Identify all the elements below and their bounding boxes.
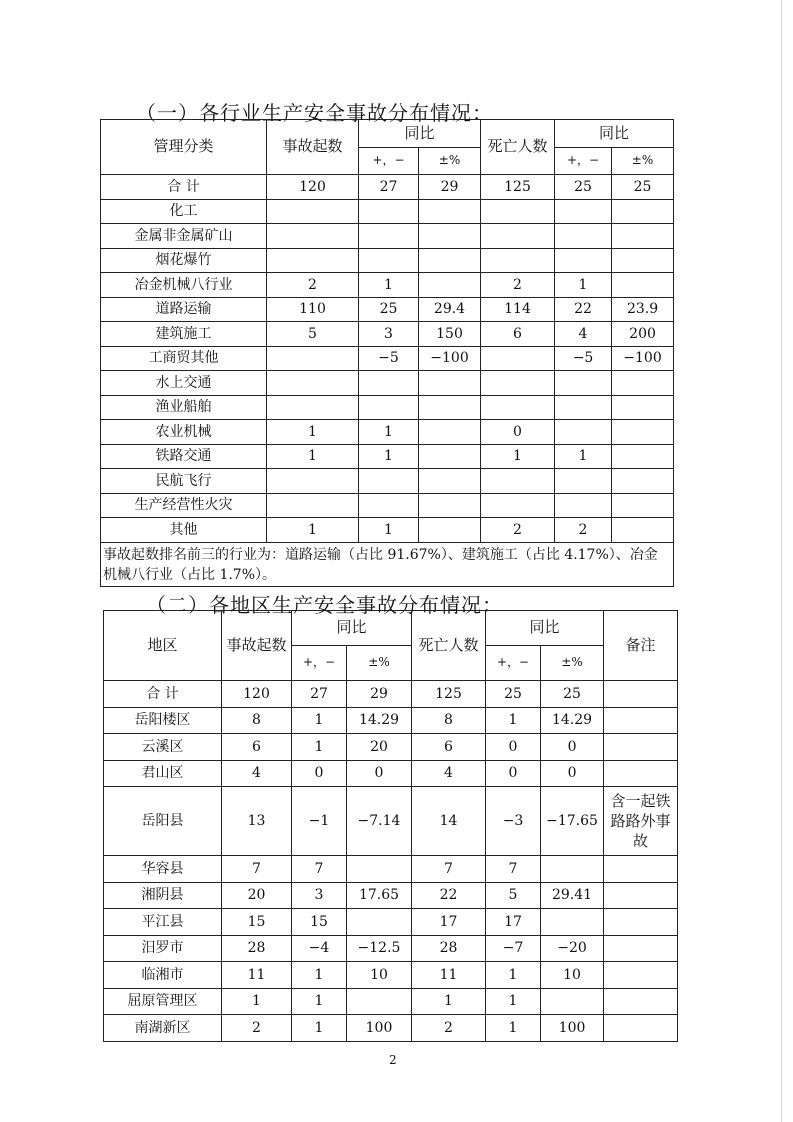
table-row: [104, 787, 678, 856]
table-row: [101, 322, 674, 347]
table-cell: 27: [292, 681, 347, 708]
row-label: 岳阳楼区: [104, 707, 222, 734]
table-cell: 29.4: [419, 297, 481, 322]
table-cell: [419, 395, 481, 420]
table-cell: 23.9: [612, 297, 674, 322]
industry-summary-note: 事故起数排名前三的行业为：道路运输（占比 91.67%）、建筑施工（占比 4.17%）、冶金机械八行业（占比 1.7%）。: [101, 542, 674, 586]
table-cell: 0: [292, 760, 347, 787]
table-cell: 28: [412, 935, 486, 962]
table-cell: [612, 224, 674, 249]
header-remark: 备注: [604, 611, 678, 681]
table-cell: [419, 518, 481, 543]
table-cell: [267, 395, 359, 420]
table-cell: [555, 395, 612, 420]
table-cell: 1: [267, 518, 359, 543]
table-cell: [555, 199, 612, 224]
table-cell: 10: [541, 962, 604, 989]
header-pct: ±%: [347, 646, 412, 681]
table-cell: [541, 856, 604, 883]
page-edge-line: [781, 0, 782, 1122]
table-cell: [555, 224, 612, 249]
row-label: 岳阳县: [104, 787, 222, 856]
table-cell: [359, 469, 419, 494]
table-cell: 100: [541, 1015, 604, 1042]
table-cell: −12.5: [347, 935, 412, 962]
table-cell: [419, 444, 481, 469]
table-cell: 1: [486, 988, 541, 1015]
remark-cell: [604, 935, 678, 962]
row-label: 金属非金属矿山: [101, 224, 267, 249]
industry-accident-table: [100, 119, 674, 587]
table-row: [104, 909, 678, 936]
table-cell: 1: [292, 734, 347, 761]
table-cell: 0: [481, 420, 555, 445]
row-label: 云溪区: [104, 734, 222, 761]
table-cell: −4: [292, 935, 347, 962]
row-label: 屈原管理区: [104, 988, 222, 1015]
table-cell: 4: [555, 322, 612, 347]
table-cell: 11: [412, 962, 486, 989]
table-cell: 7: [222, 856, 292, 883]
row-label: 民航飞行: [101, 469, 267, 494]
header-plusminus: +，−: [292, 646, 347, 681]
row-label: 化工: [101, 199, 267, 224]
table-cell: 1: [486, 707, 541, 734]
table-cell: 5: [486, 882, 541, 909]
table-cell: [555, 248, 612, 273]
table-cell: 25: [612, 175, 674, 200]
section2-title: （二）各地区生产安全事故分布情况：: [146, 593, 503, 617]
remark-cell: [604, 681, 678, 708]
table-cell: [419, 493, 481, 518]
table-row: [101, 346, 674, 371]
table-cell: 120: [267, 175, 359, 200]
header-accidents: 事故起数: [222, 611, 292, 681]
table-cell: [481, 371, 555, 396]
table-cell: 29: [347, 681, 412, 708]
table-cell: −5: [359, 346, 419, 371]
table-cell: [612, 248, 674, 273]
remark-cell: [604, 856, 678, 883]
table-cell: −7: [486, 935, 541, 962]
table-cell: 2: [481, 273, 555, 298]
page-number: 2: [389, 1053, 397, 1067]
table-row: [104, 734, 678, 761]
row-label: 汨罗市: [104, 935, 222, 962]
remark-cell: [604, 1015, 678, 1042]
table-cell: 1: [359, 273, 419, 298]
table-cell: 1: [292, 962, 347, 989]
table-cell: [267, 199, 359, 224]
table-cell: [541, 988, 604, 1015]
table-cell: −100: [612, 346, 674, 371]
table-cell: [419, 469, 481, 494]
table-cell: [267, 469, 359, 494]
table-cell: [359, 493, 419, 518]
table-cell: 1: [481, 444, 555, 469]
table-cell: 15: [222, 909, 292, 936]
row-label: 合 计: [101, 175, 267, 200]
table-cell: [612, 444, 674, 469]
table-row: [101, 518, 674, 543]
table-row: [101, 469, 674, 494]
table-row: [101, 493, 674, 518]
table-cell: 4: [412, 760, 486, 787]
table-cell: [612, 518, 674, 543]
table-cell: 7: [412, 856, 486, 883]
row-label: 铁路交通: [101, 444, 267, 469]
table-cell: 100: [347, 1015, 412, 1042]
table-cell: 125: [481, 175, 555, 200]
table-cell: 17: [486, 909, 541, 936]
table-row: [101, 248, 674, 273]
remark-cell: [604, 909, 678, 936]
table-row: [101, 420, 674, 445]
table-cell: 125: [412, 681, 486, 708]
table-cell: [555, 420, 612, 445]
header-pct-deaths: ±%: [541, 646, 604, 681]
table-cell: [419, 248, 481, 273]
header-plusminus-deaths: +，−: [555, 148, 612, 175]
header-pct: ±%: [419, 148, 481, 175]
row-label: 农业机械: [101, 420, 267, 445]
table-cell: 1: [222, 988, 292, 1015]
table-cell: 25: [359, 297, 419, 322]
table-cell: [555, 371, 612, 396]
table-cell: 2: [412, 1015, 486, 1042]
row-label: 建筑施工: [101, 322, 267, 347]
header-pct-deaths: ±%: [612, 148, 674, 175]
table-cell: 25: [555, 175, 612, 200]
table-cell: −20: [541, 935, 604, 962]
table-cell: [419, 371, 481, 396]
remark-cell: [604, 988, 678, 1015]
row-label: 水上交通: [101, 371, 267, 396]
table-row: [104, 1015, 678, 1042]
table-cell: 1: [267, 444, 359, 469]
table-cell: [347, 856, 412, 883]
table-cell: 6: [222, 734, 292, 761]
table-cell: [481, 395, 555, 420]
row-label: 烟花爆竹: [101, 248, 267, 273]
table-cell: 14: [412, 787, 486, 856]
table-cell: 200: [612, 322, 674, 347]
remark-cell: 含一起铁路路外事故: [604, 787, 678, 856]
table-cell: [612, 469, 674, 494]
table-cell: [267, 224, 359, 249]
table-cell: [359, 199, 419, 224]
table-row: [104, 681, 678, 708]
table-cell: [612, 395, 674, 420]
table-cell: 114: [481, 297, 555, 322]
header-plusminus: +，−: [359, 148, 419, 175]
table-cell: 110: [267, 297, 359, 322]
table-row: [101, 199, 674, 224]
table-cell: [419, 273, 481, 298]
table-cell: [555, 493, 612, 518]
table-cell: −100: [419, 346, 481, 371]
header-region: 地区: [104, 611, 222, 681]
table-cell: 7: [292, 856, 347, 883]
table-cell: 1: [359, 518, 419, 543]
table-row: [104, 935, 678, 962]
table-cell: 29: [419, 175, 481, 200]
table-cell: 0: [541, 734, 604, 761]
table-cell: [267, 248, 359, 273]
row-label: 生产经营性火灾: [101, 493, 267, 518]
table-cell: [267, 346, 359, 371]
table-cell: −7.14: [347, 787, 412, 856]
table-cell: 20: [222, 882, 292, 909]
table-cell: 2: [555, 518, 612, 543]
table-cell: 1: [292, 988, 347, 1015]
table-cell: 25: [486, 681, 541, 708]
table-cell: 7: [486, 856, 541, 883]
table-cell: 25: [541, 681, 604, 708]
remark-cell: [604, 734, 678, 761]
table-cell: [267, 493, 359, 518]
table-row: [101, 395, 674, 420]
header-deaths: 死亡人数: [412, 611, 486, 681]
table-cell: 6: [481, 322, 555, 347]
remark-cell: [604, 962, 678, 989]
section1-title: （一）各行业生产安全事故分布情况：: [136, 101, 493, 125]
table-cell: [267, 371, 359, 396]
table-cell: [481, 248, 555, 273]
header-deaths: 死亡人数: [481, 120, 555, 175]
header-category: 管理分类: [101, 120, 267, 175]
table-cell: [481, 469, 555, 494]
table-cell: [419, 224, 481, 249]
table-cell: [359, 371, 419, 396]
row-label: 平江县: [104, 909, 222, 936]
table-row: [101, 224, 674, 249]
table-cell: 3: [292, 882, 347, 909]
table-cell: 1: [486, 1015, 541, 1042]
row-label: 道路运输: [101, 297, 267, 322]
table-cell: 2: [267, 273, 359, 298]
table-cell: 28: [222, 935, 292, 962]
row-label: 华容县: [104, 856, 222, 883]
table-cell: 2: [222, 1015, 292, 1042]
table-cell: 1: [555, 273, 612, 298]
table-cell: [419, 420, 481, 445]
row-label: 君山区: [104, 760, 222, 787]
row-label: 合 计: [104, 681, 222, 708]
remark-cell: [604, 882, 678, 909]
table-row: [101, 175, 674, 200]
row-label: 其他: [101, 518, 267, 543]
table-row: [101, 297, 674, 322]
table-row: [101, 371, 674, 396]
table-cell: 3: [359, 322, 419, 347]
row-label: 渔业船舶: [101, 395, 267, 420]
table-cell: −5: [555, 346, 612, 371]
table-cell: 0: [486, 760, 541, 787]
region-accident-table: [103, 610, 678, 1042]
header-plusminus-deaths: +，−: [486, 646, 541, 681]
table-cell: 29.41: [541, 882, 604, 909]
row-label: 临湘市: [104, 962, 222, 989]
table-cell: 1: [555, 444, 612, 469]
table-cell: 8: [412, 707, 486, 734]
header-yoy-deaths: 同比: [486, 611, 604, 646]
table-cell: 2: [481, 518, 555, 543]
header-yoy-deaths: 同比: [555, 120, 674, 148]
table-cell: [612, 199, 674, 224]
header-accidents: 事故起数: [267, 120, 359, 175]
table-cell: 120: [222, 681, 292, 708]
table-cell: [612, 371, 674, 396]
table-cell: [481, 224, 555, 249]
table-cell: [555, 469, 612, 494]
table-cell: [612, 273, 674, 298]
table-row: [104, 988, 678, 1015]
row-label: 湘阴县: [104, 882, 222, 909]
table-cell: 10: [347, 962, 412, 989]
table-cell: 8: [222, 707, 292, 734]
remark-cell: [604, 760, 678, 787]
table-cell: [359, 248, 419, 273]
header-yoy: 同比: [359, 120, 481, 148]
table-cell: 0: [541, 760, 604, 787]
table-cell: 17: [412, 909, 486, 936]
table-cell: −3: [486, 787, 541, 856]
table-cell: 17.65: [347, 882, 412, 909]
table-cell: [612, 420, 674, 445]
table-cell: [541, 909, 604, 936]
table-cell: 6: [412, 734, 486, 761]
row-label: 工商贸其他: [101, 346, 267, 371]
remark-cell: [604, 707, 678, 734]
table-row: [104, 882, 678, 909]
table-cell: 150: [419, 322, 481, 347]
table-cell: [359, 395, 419, 420]
table-row: [104, 707, 678, 734]
table-cell: 27: [359, 175, 419, 200]
table-cell: 1: [267, 420, 359, 445]
table-cell: 14.29: [541, 707, 604, 734]
table-cell: 4: [222, 760, 292, 787]
table-cell: 1: [359, 444, 419, 469]
table-row: [101, 273, 674, 298]
table-cell: 1: [412, 988, 486, 1015]
table-row: [104, 760, 678, 787]
row-label: 冶金机械八行业: [101, 273, 267, 298]
table-cell: −17.65: [541, 787, 604, 856]
table-cell: −1: [292, 787, 347, 856]
table-cell: 11: [222, 962, 292, 989]
table-cell: [612, 493, 674, 518]
table-cell: [481, 493, 555, 518]
table-cell: 1: [292, 707, 347, 734]
table-cell: 20: [347, 734, 412, 761]
table-cell: 22: [555, 297, 612, 322]
table-cell: 1: [292, 1015, 347, 1042]
table-cell: [481, 199, 555, 224]
table-cell: [419, 199, 481, 224]
header-yoy: 同比: [292, 611, 412, 646]
table-cell: 0: [486, 734, 541, 761]
table-cell: [481, 346, 555, 371]
table-cell: [347, 988, 412, 1015]
table-cell: 1: [486, 962, 541, 989]
table-cell: 15: [292, 909, 347, 936]
table-cell: [347, 909, 412, 936]
table-row: [104, 962, 678, 989]
table-cell: 13: [222, 787, 292, 856]
table-row: [101, 444, 674, 469]
table-cell: 5: [267, 322, 359, 347]
table-row: [104, 856, 678, 883]
table-cell: 22: [412, 882, 486, 909]
table-cell: 1: [359, 420, 419, 445]
table-cell: 14.29: [347, 707, 412, 734]
row-label: 南湖新区: [104, 1015, 222, 1042]
table-cell: 0: [347, 760, 412, 787]
table-cell: [359, 224, 419, 249]
